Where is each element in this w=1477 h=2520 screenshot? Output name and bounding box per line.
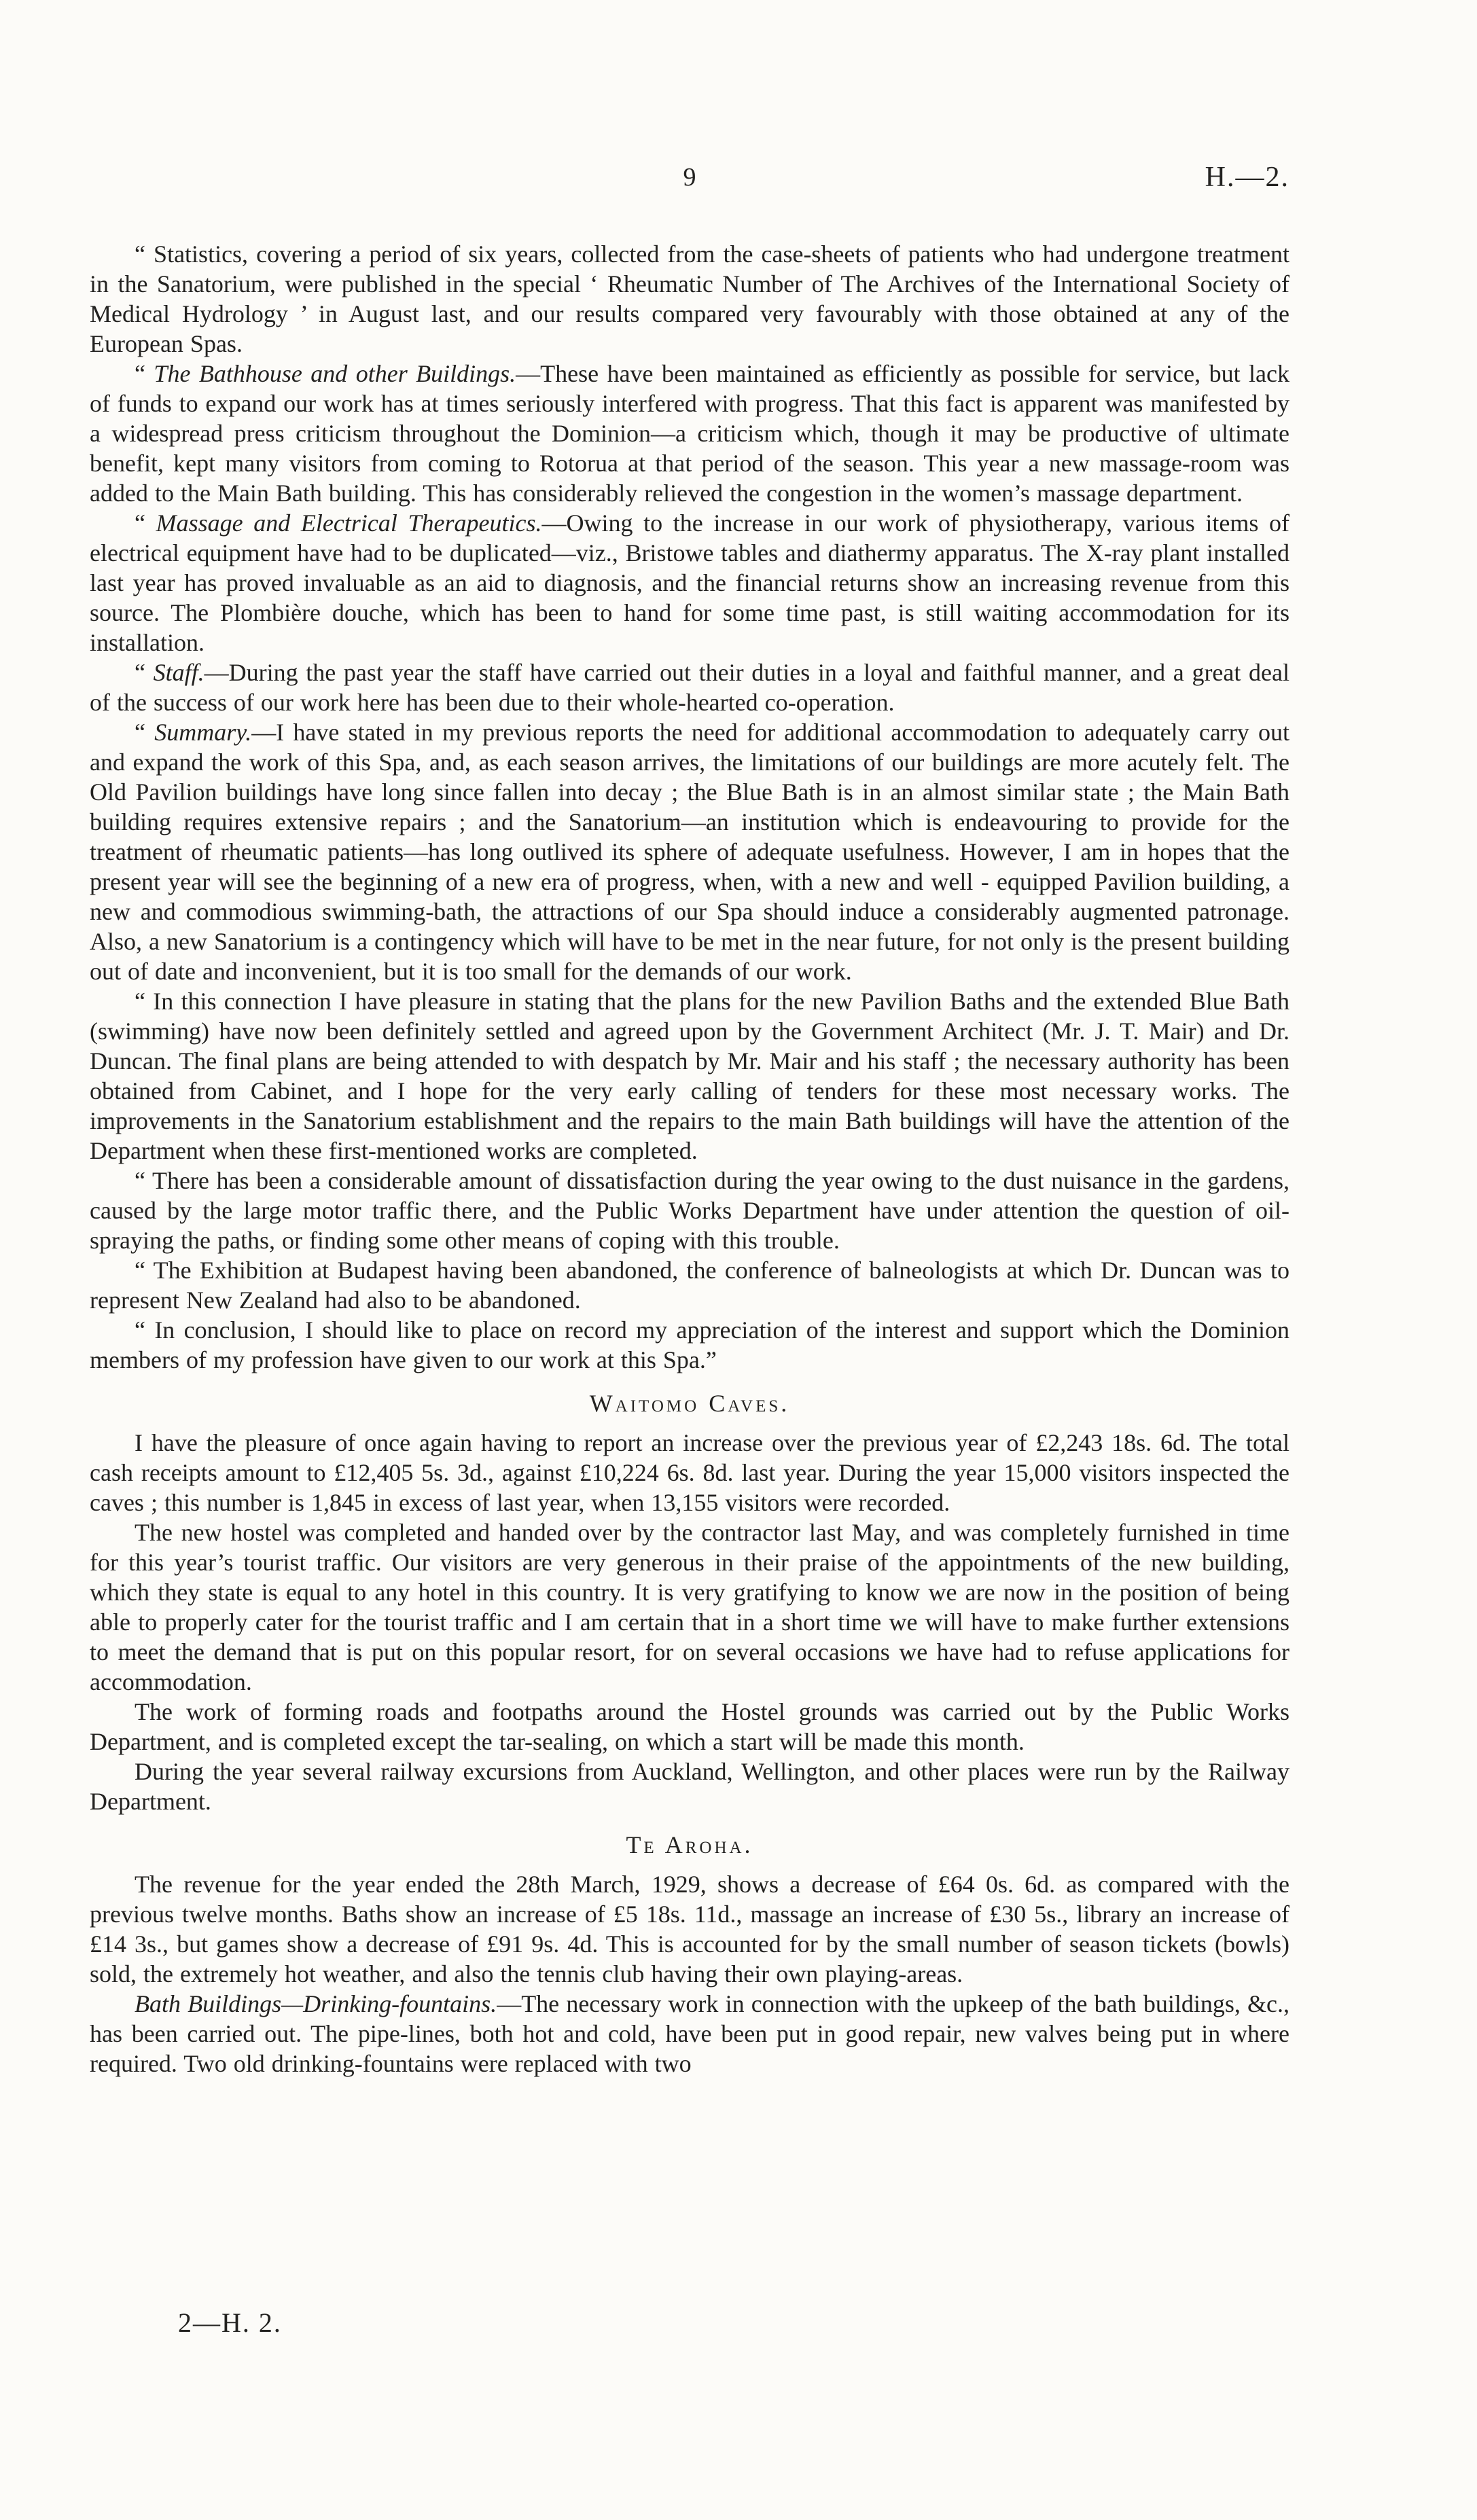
paragraph-lead-italic: The Bathhouse and other Buildings. xyxy=(154,360,516,387)
paragraph xyxy=(90,1989,1289,2078)
section-heading-te-aroha: Te Aroha. xyxy=(626,1831,753,1858)
paragraph-opening-quote: “ xyxy=(135,360,154,387)
paragraph-text: The revenue for the year ended the 28th March, 1929, shows a decrease of £64 0s. 6d. as compared with the previous twelve months. Baths show an increase of £5 18s. 11d., massage an increase of £30 5s., library an increase of £14 3s., but games show a decrease of £91 9s. 4d. This is accounted for by the small number of season tickets (bowls) sold, the extremely hot weather, and also the tennis club having their own playing-areas. xyxy=(90,1871,1289,1987)
paragraph xyxy=(90,717,1289,986)
paragraph-text: —During the past year the staff have carried out their duties in a loyal and faithful manner, and a great deal of the success of our work here has been due to their whole-hearted co-operation. xyxy=(90,659,1290,716)
paragraph xyxy=(90,1166,1289,1255)
paragraph-text: —Owing to the increase in our work of physiotherapy, various items of electrical equipment have had to be duplicated—viz., Bristowe tables and diathermy apparatus. The X-ray plant installed last year has proved invaluable as an aid to diagnosis, and the financial returns show an increasing revenue from this source. The Plombière douche, which has been to hand for some time past, is still waiting accommodation for its installation. xyxy=(90,509,1289,656)
paragraph xyxy=(90,1315,1289,1375)
paragraph-text: I have the pleasure of once again having to report an increase over the previous year of £2,243 18s. 6d. The total cash receipts amount to £12,405 5s. 3d., against £10,224 6s. 8d. last year. During the year 15,000 visitors inspected the caves ; this number is 1,845 in excess of last year, when 13,155 visitors were recorded. xyxy=(90,1429,1289,1516)
paragraph xyxy=(90,658,1289,717)
paragraph xyxy=(90,239,1289,359)
paragraph xyxy=(90,1517,1289,1697)
paragraph xyxy=(90,1428,1289,1517)
paragraph-opening-quote: “ xyxy=(135,509,156,537)
paragraph xyxy=(90,1869,1289,1989)
paragraph xyxy=(90,986,1289,1166)
paragraph xyxy=(90,1255,1289,1315)
paragraph-opening-quote: “ xyxy=(135,659,154,686)
paragraph xyxy=(90,1757,1289,1816)
paragraph-text: “ In conclusion, I should like to place on record my appreciation of the interest and support which the Dominion members of my profession have given to our work at this Spa.” xyxy=(90,1316,1289,1373)
paragraph-opening-quote: “ xyxy=(135,719,155,746)
paragraph-text: —The necessary work in connection with the upkeep of the bath buildings, &c., has been carried out. The pipe-lines, both hot and cold, have been put in good repair, new valves being put in where required. Two old drinking-fountains were replaced with two xyxy=(90,1990,1289,2077)
section-heading-waitomo-caves: Waitomo Caves. xyxy=(589,1390,790,1417)
paragraph xyxy=(90,359,1289,508)
paragraph-lead-italic: Massage and Electrical Therapeutics. xyxy=(156,509,542,537)
paragraph-lead-italic: Summary. xyxy=(154,719,252,746)
report-number: H.—2. xyxy=(1205,162,1289,193)
paragraph-lead-italic: Bath Buildings—Drinking-fountains. xyxy=(135,1990,497,2017)
paragraph-lead-italic: Staff. xyxy=(153,659,204,686)
paragraph-text: The new hostel was completed and handed over by the contractor last May, and was completely furnished in time for this year’s tourist traffic. Our visitors are very generous in their praise of the appointments of the new building, which they state is equal to any hotel in this country. It is very gratifying to know we are now in the position of being able to properly cater for the tourist traffic and I am certain that in a short time we will have to make further extensions to meet the demand that is put on this popular resort, for on several occasions we have had to refuse applications for accommodation. xyxy=(90,1519,1289,1695)
paragraph-text: During the year several railway excursions from Auckland, Wellington, and other places were run by the Railway Department. xyxy=(90,1758,1289,1815)
paragraph-text: “ In this connection I have pleasure in stating that the plans for the new Pavilion Baths and the extended Blue Bath (swimming) have now been definitely settled and agreed upon by the Government Architect (Mr. J. T. Mair) and Dr. Duncan. The final plans are being attended to with despatch by Mr. Mair and his staff ; the necessary authority has been obtained from Cabinet, and I hope for the very early calling of tenders for these most necessary works. The improvements in the Sanatorium establishment and the repairs to the main Bath buildings will have the attention of the Department when these first-mentioned works are completed. xyxy=(90,988,1289,1164)
paragraph xyxy=(90,1697,1289,1757)
report-body xyxy=(90,239,1289,2078)
paragraph-text: —These have been maintained as efficiently as possible for service, but lack of funds to expand our work has at times seriously interfered with progress. That this fact is apparent was manifested by a widespread press criticism throughout the Dominion—a criticism which, though it may be productive of ultimate benefit, kept many visitors from coming to Rotorua at that period of the season. This year a new massage-room was added to the Main Bath building. This has considerably relieved the congestion in the women’s massage department. xyxy=(90,360,1289,507)
paragraph-text: —I have stated in my previous reports the need for additional accommodation to adequately carry out and expand the work of this Spa, and, as each season arrives, the limitations of our buildings are more acutely felt. The Old Pavilion buildings have long since fallen into decay ; the Blue Bath is in an almost similar state ; the Main Bath building requires extensive repairs ; and the Sanatorium—an institution which is endeavouring to provide for the treatment of rheumatic patients—has long outlived its sphere of adequate usefulness. However, I am in hopes that the present year will see the beginning of a new era of progress, when, with a new and well - equipped Pavilion building, a new and commodious swimming-bath, the attractions of our Spa should induce a considerably augmented patronage. Also, a new Sanatorium is a contingency which will have to be met in the near future, for not only is the present building out of date and inconvenient, but it is too small for the demands of our work. xyxy=(90,719,1289,985)
page-header xyxy=(90,162,1289,200)
paragraph-text: “ The Exhibition at Budapest having been abandoned, the conference of balneologists at which Dr. Duncan was to represent New Zealand had also to be abandoned. xyxy=(90,1257,1289,1314)
paragraph-text: “ Statistics, covering a period of six years, collected from the case-sheets of patients who had undergone treatment in the Sanatorium, were published in the special ‘ Rheumatic Number of The Archives of the International Society of Medical Hydrology ’ in August last, and our results compared very favourably with those obtained at any of the European Spas. xyxy=(90,240,1289,357)
sheet-signature: 2—H. 2. xyxy=(178,2307,282,2338)
paragraph-text: The work of forming roads and footpaths around the Hostel grounds was carried out by the Public Works Department, and is completed except the tar-sealing, on which a start will be made this month. xyxy=(90,1698,1289,1755)
page-number: 9 xyxy=(683,163,696,192)
paragraph xyxy=(90,508,1289,658)
paragraph-text: “ There has been a considerable amount of dissatisfaction during the year owing to the dust nuisance in the gardens, caused by the large motor traffic there, and the Public Works Department have under attention the question of oil-spraying the paths, or finding some other means of coping with this trouble. xyxy=(90,1167,1289,1254)
